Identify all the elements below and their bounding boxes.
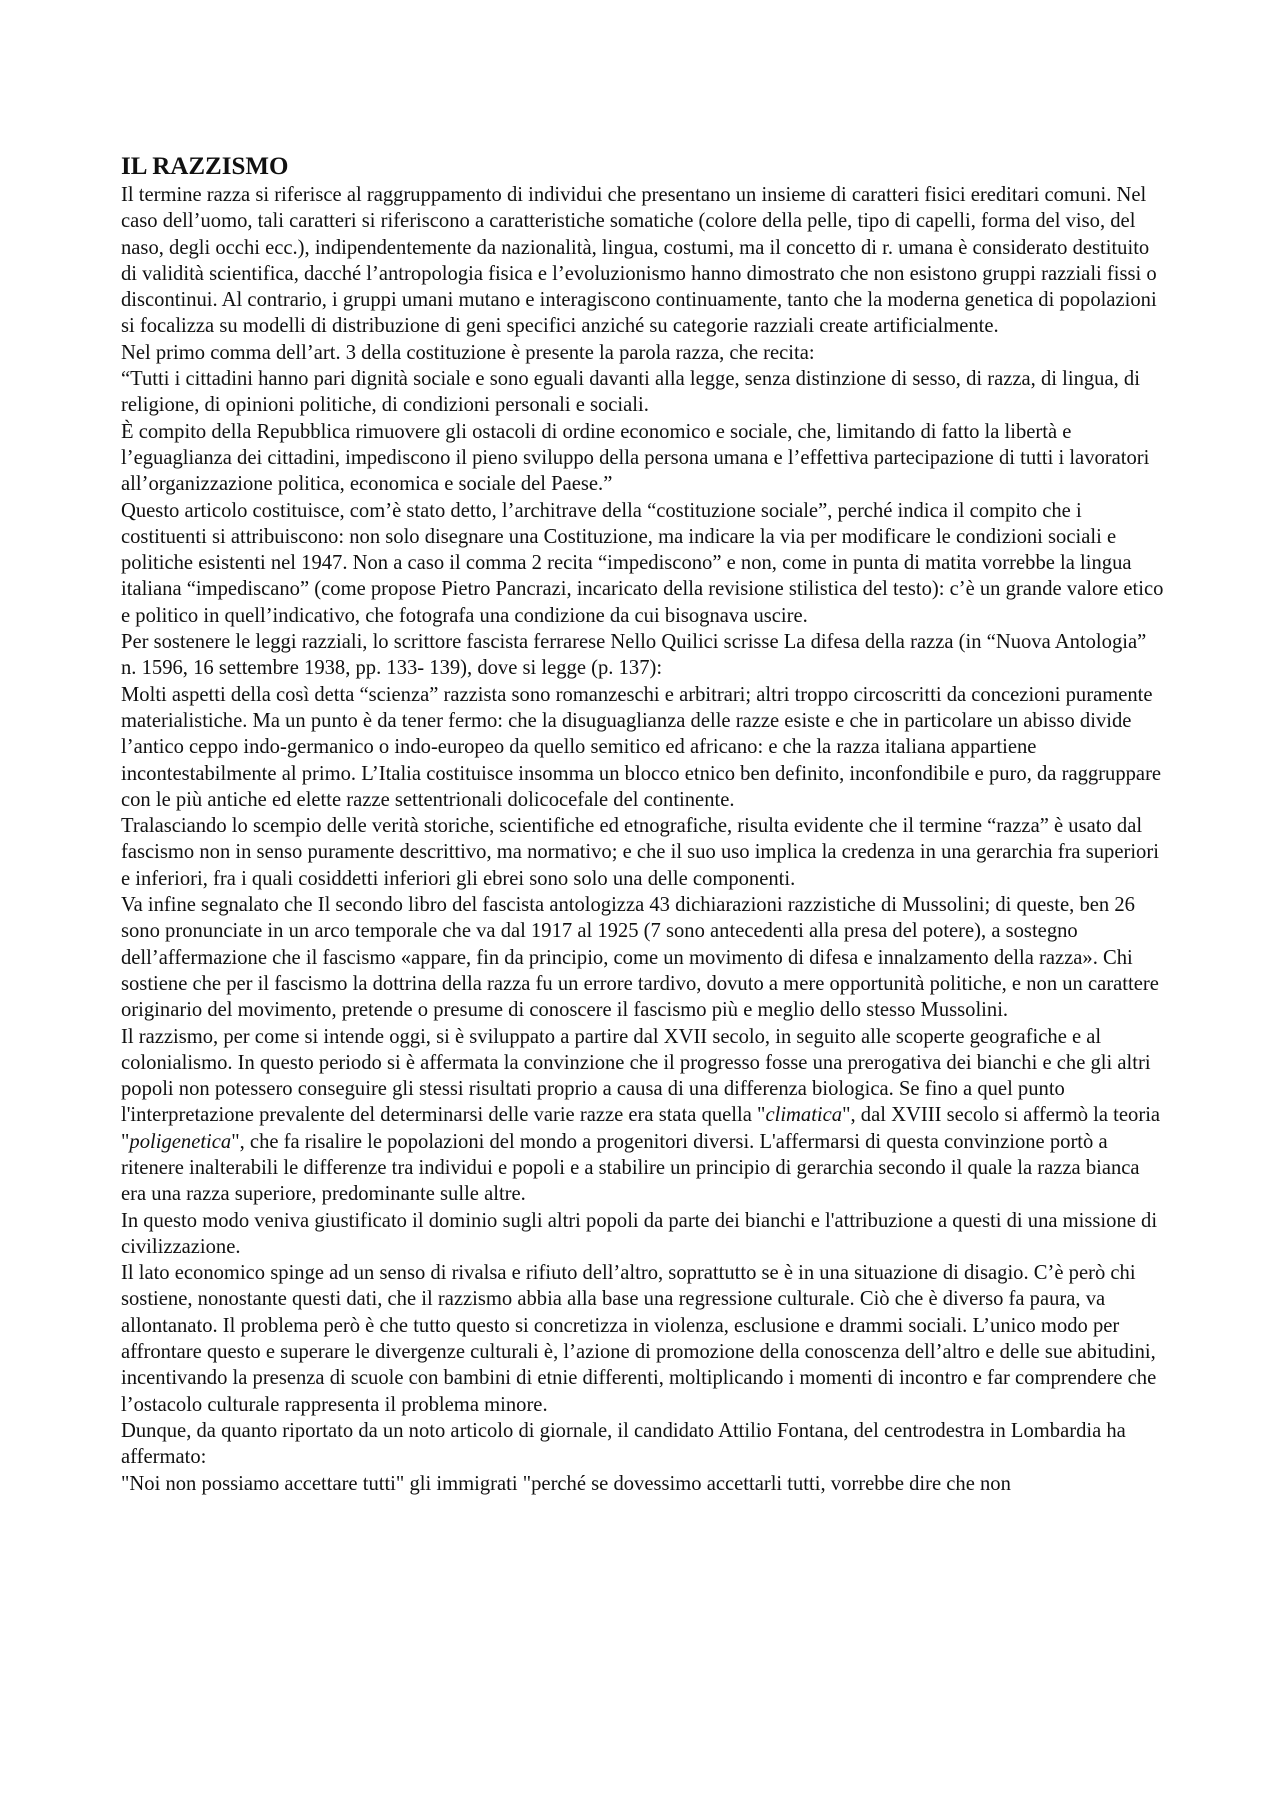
paragraph-domination-justified: In questo modo veniva giustificato il dominio sugli altri popoli da parte dei bianchi e l'attribuzione a questi di una missione di civilizzazione.: [121, 1209, 1158, 1258]
term-poligenetica: poligenetica: [129, 1130, 232, 1153]
paragraph-quilici-quote: Molti aspetti della così detta “scienza” razzista sono romanzeschi e arbitrari; altri troppo circoscritti da concezioni puramente materialistiche. Ma un punto è da tener fermo: che la disuguaglianza delle razze esiste e che in particolare un abisso divide l’antico ceppo indo-germanico o indo-europeo da quello semitico ed africano: e che la razza italiana appartiene incontestabilmente al primo. L’Italia costituisce insomma un blocco etnico ben definito, inconfondibile e puro, da raggruppare con le più antiche ed elette razze settentrionali dolicocefale del continente.: [121, 683, 1162, 811]
document-title: IL RAZZISMO: [121, 153, 289, 180]
paragraph-racism-history: [121, 1024, 1166, 1208]
paragraph-race-definition: Il termine razza si riferisce al raggruppamento di individui che presentano un insieme di caratteri fisici ereditari comuni. Nel caso dell’uomo, tali caratteri si riferiscono a caratteristiche somatiche (colore della pelle, tipo di capelli, forma del viso, del naso, degli occhi ecc.), indipendentemente da nazionalità, lingua, costumi, ma il concetto di r. umana è considerato destituito di validità scientifica, dacché l’antropologia fisica e l’evoluzionismo hanno dimostrato che non esistono gruppi razziali fissi o discontinui. Al contrario, i gruppi umani mutano e interagiscono continuamente, tanto che la moderna genetica di popolazioni si focalizza su modelli di distribuzione di geni specifici anziché su categorie razziali create artificialmente.: [121, 184, 1157, 338]
paragraph-fontana-quote: "Noi non possiamo accettare tutti" gli immigrati "perché se dovessimo accettarli tutti, vorrebbe dire che non: [121, 1472, 1011, 1495]
paragraph-fascism-normative: Tralasciando lo scempio delle verità storiche, scientifiche ed etnografiche, risulta evidente che il termine “razza” è usato dal fascismo non in senso puramente descrittivo, ma normativo; e che il suo uso implica la credenza in una gerarchia fra superiori e inferiori, fra i quali cosiddetti inferiori gli ebrei sono solo una delle componenti.: [121, 815, 1159, 890]
paragraph-fontana-intro: Dunque, da quanto riportato da un noto articolo di giornale, il candidato Attilio Fontana, del centrodestra in Lombardia ha affermato:: [121, 1419, 1126, 1469]
paragraph-article-3-comma-2: È compito della Repubblica rimuovere gli ostacoli di ordine economico e sociale, che, limitando di fatto la libertà e l’eguaglianza dei cittadini, impediscono il pieno sviluppo della persona umana e l’effettiva partecipazione di tutti i lavoratori all’organizzazione politica, economica e sociale del Paese.”: [121, 420, 1150, 496]
paragraph-racial-laws-intro: Per sostenere le leggi razziali, lo scrittore fascista ferrarese Nello Quilici scrisse La difesa della razza (in “Nuova Antologia” n. 1596, 16 settembre 1938, pp. 133- 139), dove si legge (p. 137):: [121, 631, 1147, 680]
term-climatica: climatica: [765, 1104, 843, 1127]
paragraph-constitution-commentary: Questo articolo costituisce, com’è stato detto, l’architrave della “costituzione sociale”, perché indica il compito che i costituenti si attribuiscono: non solo disegnare una Costituzione, ma indicare la via per modificare le condizioni sociali e politiche esistenti nel 1947. Non a caso il comma 2 recita “impediscono” e non, come in punta di matita vorrebbe la lingua italiana “impediscano” (come propose Pietro Pancrazi, incaricato della revisione stilistica del testo): c’è un grande valore etico e politico in quell’indicativo, che fotografa una condizione da cui bisognava uscire.: [121, 499, 1164, 627]
document-body: [121, 152, 1166, 1497]
racism-history-text-c: ", che fa risalire le popolazioni del mondo a progenitori diversi. L'affermarsi di questa convinzione portò a ritenere inalterabili le differenze tra individui e popoli e a stabilire un principio di gerarchia secondo il quale la razza bianca era una razza superiore, predominante sulle altre.: [121, 1130, 1140, 1206]
paragraph-mussolini-declarations: Va infine segnalato che Il secondo libro del fascista antologizza 43 dichiarazioni razzistiche di Mussolini; di queste, ben 26 sono pronunciate in un arco temporale che va dal 1917 al 1925 (7 sono antecedenti alla presa del potere), a sostegno dell’affermazione che il fascismo «appare, fin da principio, come un movimento di difesa e innalzamento della razza». Chi sostiene che per il fascismo la dottrina della razza fu un errore tardivo, dovuto a mere opportunità politiche, e non un carattere originario del movimento, pretende o presume di conoscere il fascismo più e meglio dello stesso Mussolini.: [121, 894, 1159, 1022]
racism-history-text-a: Il razzismo, per come si intende oggi, si è sviluppato a partire dal XVII secolo, in seguito alle scoperte geografiche e al colonialismo. In questo periodo si è affermata la convinzione che il progresso fosse una prerogativa dei bianchi e che gli altri popoli non potessero conseguire gli stessi risultati proprio a causa di una differenza biologica. Se fino a quel punto l'interpretazione prevalente del determinarsi delle varie razze era stata quella ": [121, 1025, 1151, 1127]
paragraph-economic-side: Il lato economico spinge ad un senso di rivalsa e rifiuto dell’altro, soprattutto se è in una situazione di disagio. C’è però chi sostiene, nonostante questi dati, che il razzismo abbia alla base una regressione culturale. Ciò che è diverso fa paura, va allontanato. Il problema però è che tutto questo si concretizza in violenza, esclusione e drammi sociali. L’unico modo per affrontare questo e superare le divergenze culturali è, l’azione di promozione della conoscenza dell’altro e delle sue abitudini, incentivando la presenza di scuole con bambini di etnie differenti, moltiplicando i momenti di incontro e far comprendere che l’ostacolo culturale rappresenta il problema minore.: [121, 1262, 1157, 1416]
paragraph-article-3-comma-1: “Tutti i cittadini hanno pari dignità sociale e sono eguali davanti alla legge, senza distinzione di sesso, di razza, di lingua, di religione, di opinioni politiche, di condizioni personali e sociali.: [121, 368, 1140, 417]
paragraph-constitution-intro: Nel primo comma dell’art. 3 della costituzione è presente la parola razza, che recita:: [121, 341, 815, 364]
racism-history-text-b: ", dal XVIII secolo si affermò la teoria ": [121, 1104, 1161, 1153]
